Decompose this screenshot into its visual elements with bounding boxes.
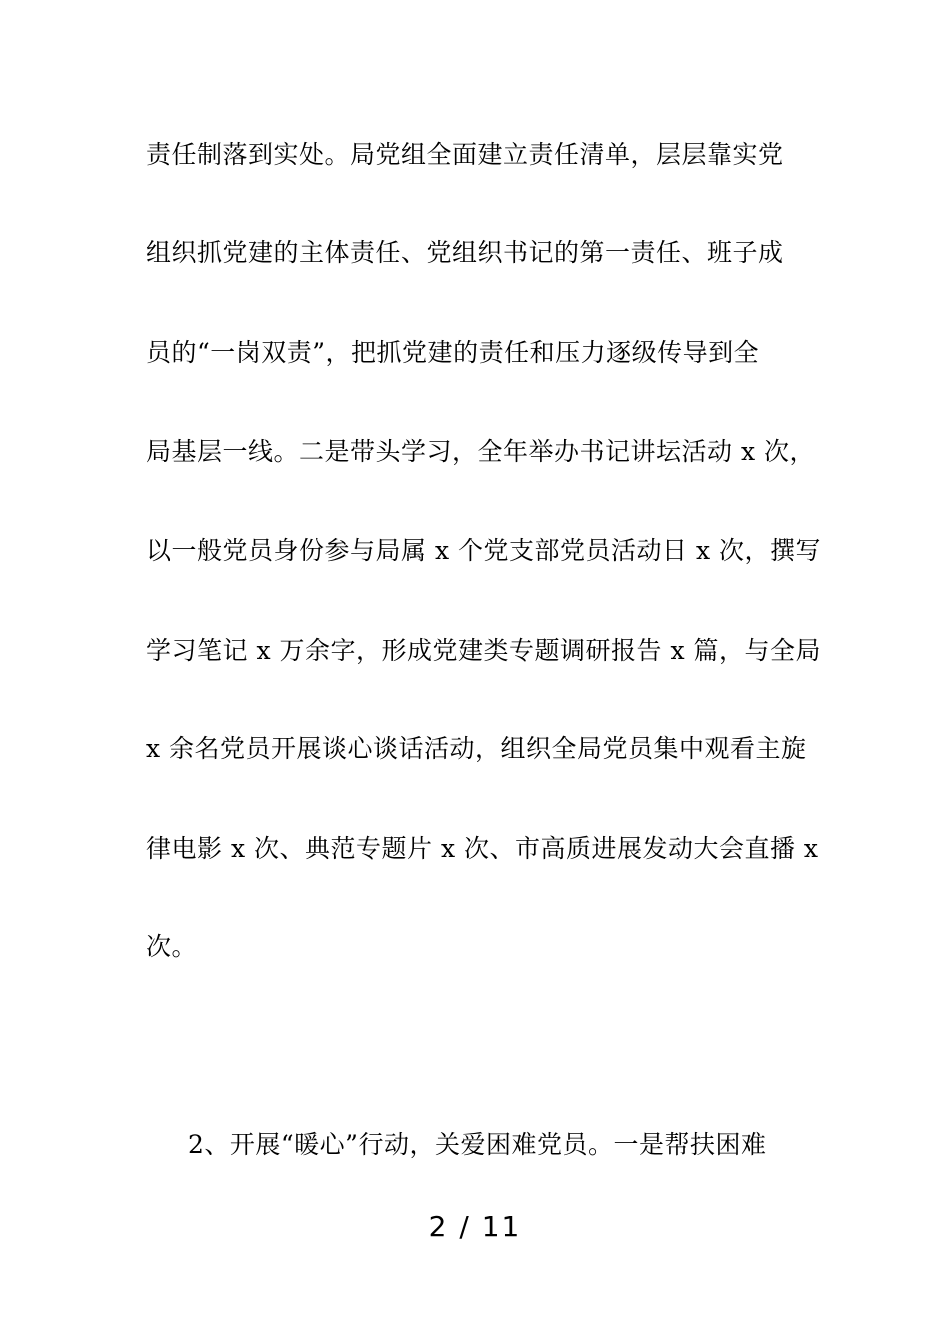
paragraph-line: 局基层一线。二是带头学习，全年举办书记讲坛活动 x 次， [146,437,815,466]
paragraph-line: 以一般党员身份参与局属 x 个党支部党员活动日 x 次，撰写 [146,536,821,565]
section-heading-line: 2、开展“暖心”行动，关爱困难党员。一是帮扶困难 [188,1130,767,1159]
paragraph-line: 次。 [146,932,198,961]
paragraph-line: 律电影 x 次、典范专题片 x 次、市高质进展发动大会直播 x [146,834,819,863]
paragraph-line: 组织抓党建的主体责任、党组织书记的第一责任、班子成 [146,238,784,267]
page-number: 2 / 11 [428,1210,522,1243]
paragraph-line: 学习笔记 x 万余字，形成党建类专题调研报告 x 篇，与全局 [146,636,821,665]
paragraph-line: x 余名党员开展谈心谈话活动，组织全局党员集中观看主旋 [146,734,807,763]
paragraph-line: 员的“一岗双责”，把抓党建的责任和压力逐级传导到全 [146,338,760,367]
paragraph-line: 责任制落到实处。局党组全面建立责任清单，层层靠实党 [146,140,784,169]
